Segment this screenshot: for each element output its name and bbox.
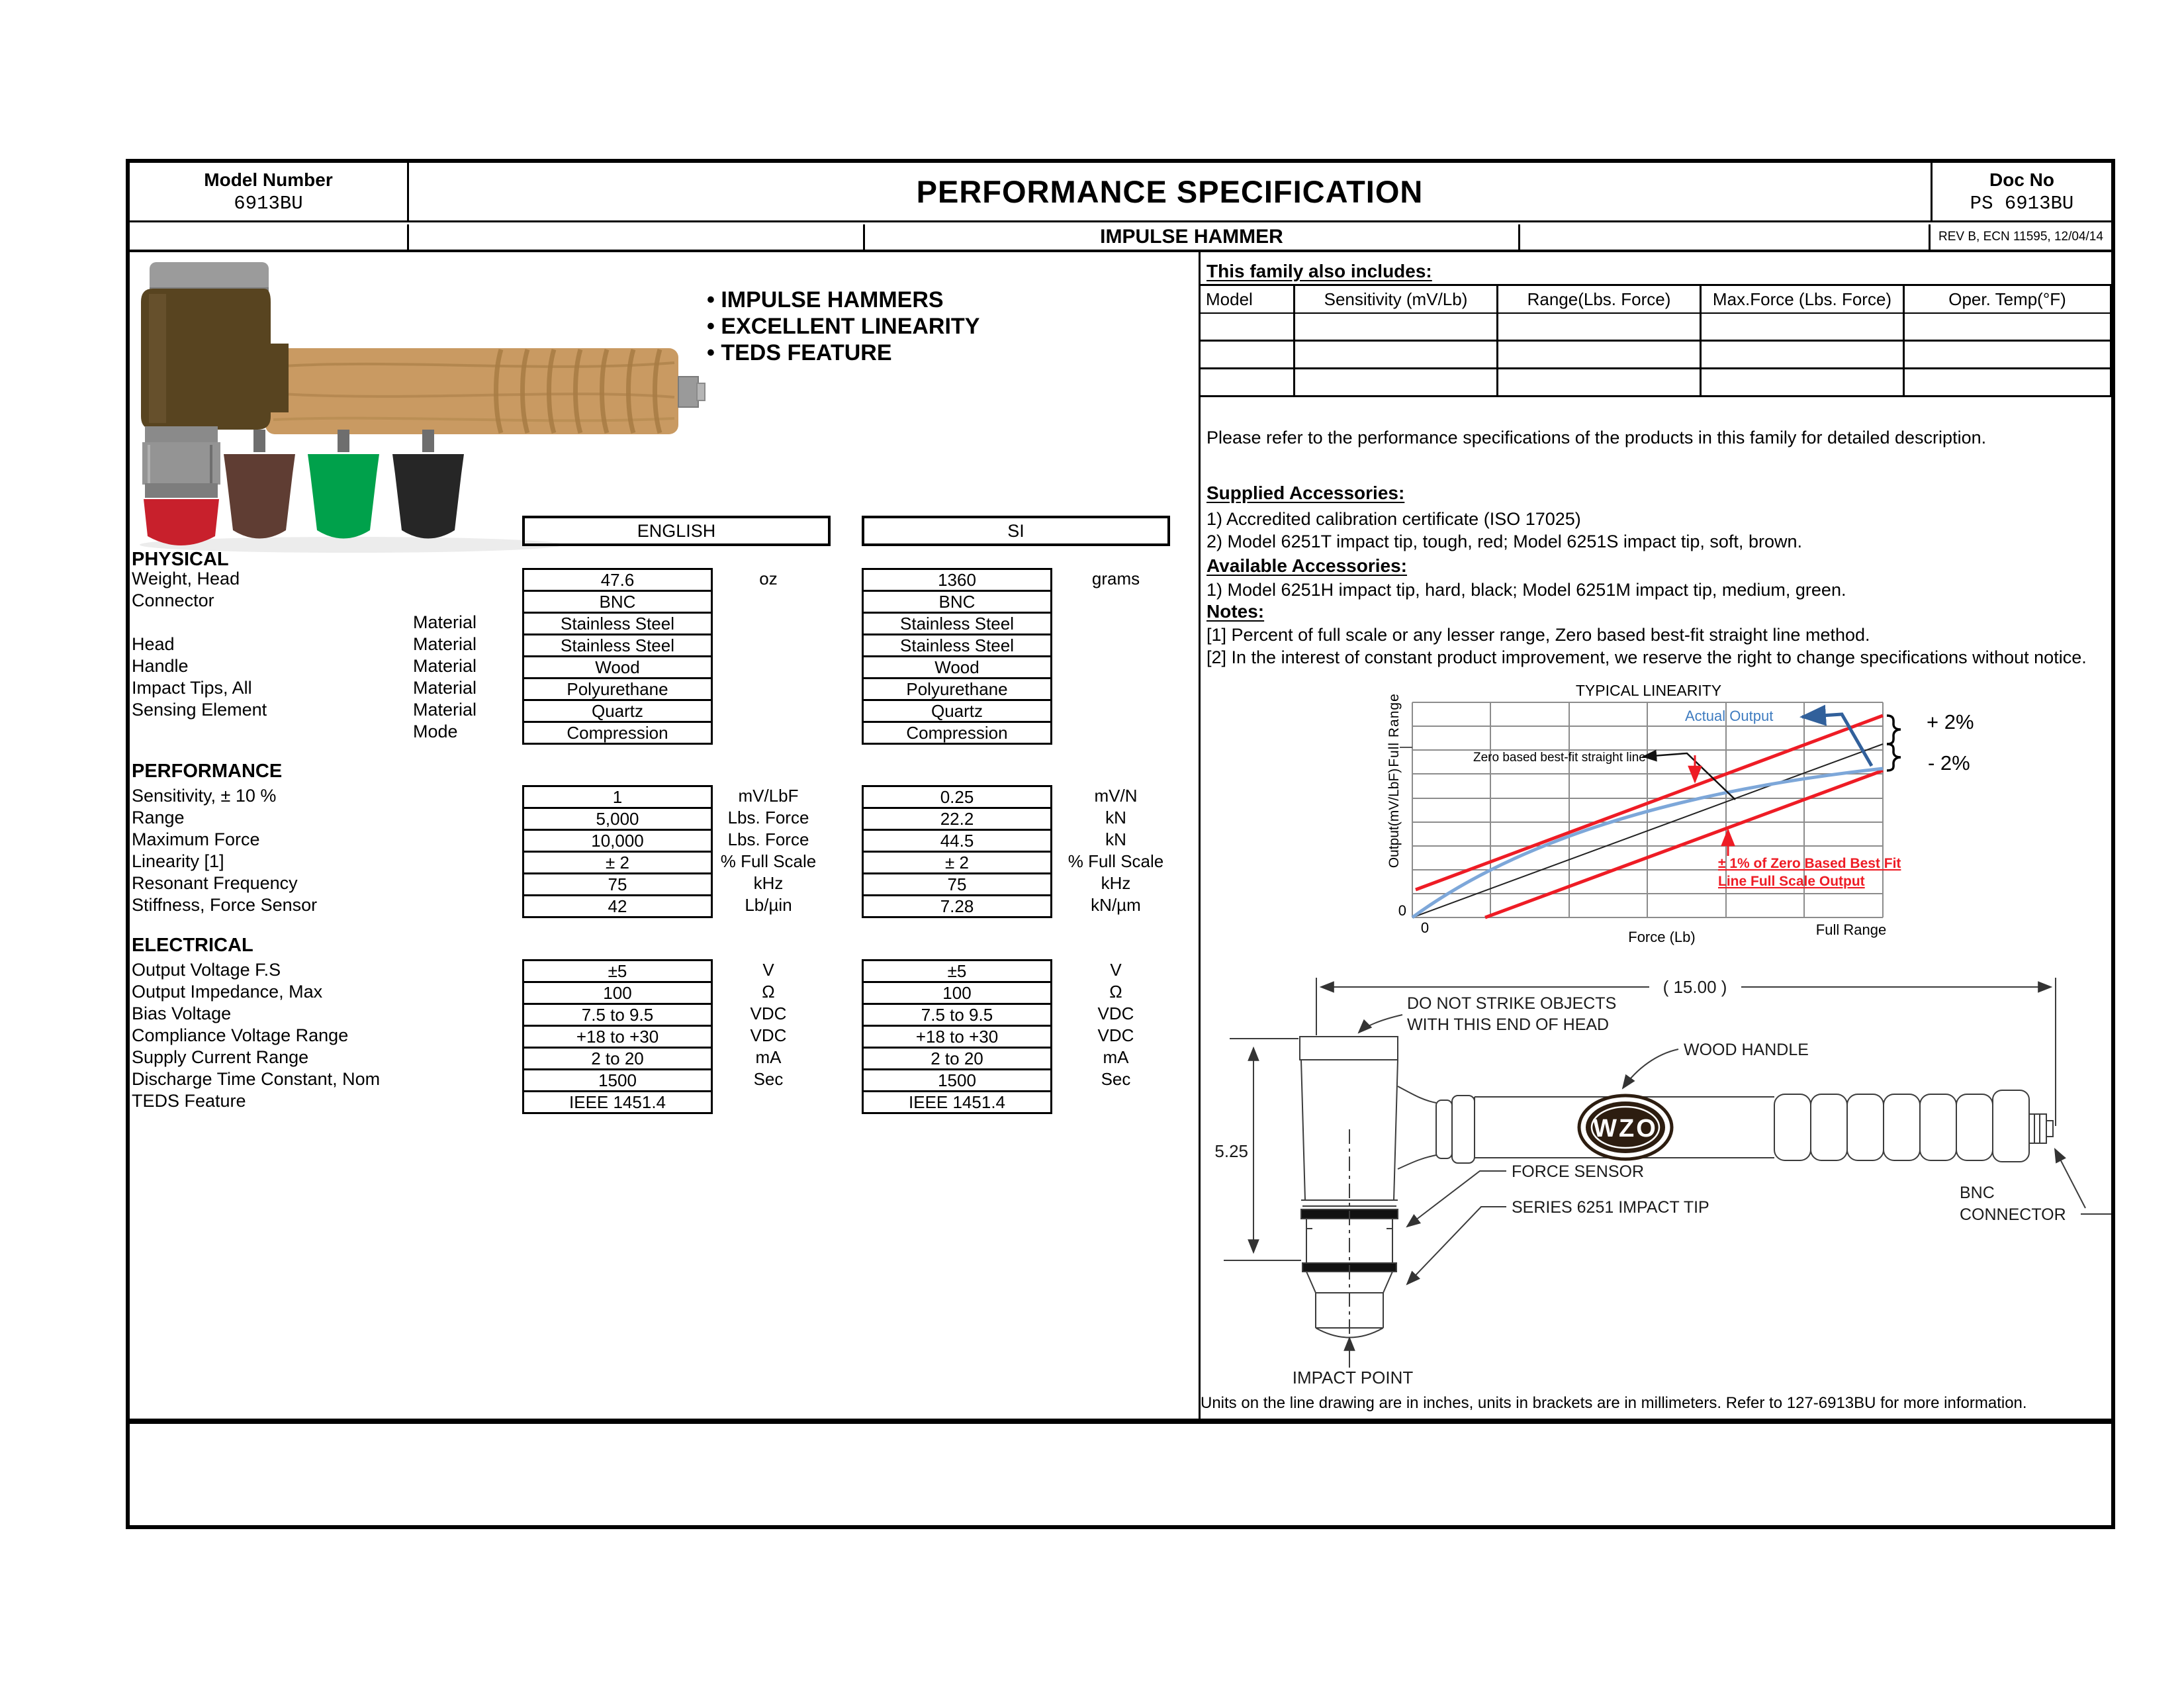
photo-tip-red [144,499,219,545]
spec-value-english: 2 to 20 [522,1047,713,1070]
spec-unit-english: Sec [753,1069,784,1089]
spec-row-label: Supply Current Range [132,1047,309,1067]
spec-unit-english: mV/LbF [738,786,799,806]
spec-sheet [126,159,2115,1529]
spec-row-label: Sensitivity, ± 10 % [132,786,277,806]
linearity-chart [1384,682,1993,951]
spec-value-si: Stainless Steel [862,612,1052,635]
photo-tip-brown [224,454,295,539]
x-full-range-label: Full Range [1815,921,1887,938]
family-heading: This family also includes: [1206,261,1432,281]
spec-row-label: Output Impedance, Max [132,982,323,1002]
warning-label-line2: WITH THIS END OF HEAD [1407,1015,1610,1034]
spec-value-english: IEEE 1451.4 [522,1090,713,1114]
spec-unit-english: V [762,960,774,980]
spec-value-si: 7.5 to 9.5 [862,1003,1052,1027]
electrical-row [130,981,1195,1003]
bnc-label-line2: CONNECTOR [1960,1205,2066,1224]
spec-unit-english: Lbs. Force [727,808,809,827]
spec-unit-english: Lb/µin [745,895,792,915]
spec-row-label: TEDS Feature [132,1091,246,1111]
spec-row-label: Bias Voltage [132,1004,232,1023]
family-empty-cell [1905,369,2110,395]
spec-unit-english: Ω [762,982,775,1002]
electrical-row [130,1047,1195,1068]
electrical-row [130,959,1195,981]
header-row-1 [130,163,2111,222]
spec-unit-english: Lbs. Force [727,829,809,849]
family-column-header: Max.Force (Lbs. Force) [1702,286,1903,312]
spec-value-english: 5,000 [522,807,713,831]
spec-unit-english: mA [755,1047,782,1067]
header-empty-cell [409,224,865,250]
performance-row [130,872,1195,894]
notes-heading: Notes: [1206,601,1265,622]
spec-value-si: BNC [862,590,1052,614]
spec-unit-si: kHz [1101,873,1131,893]
spec-value-english: ± 2 [522,851,713,874]
page-title: PERFORMANCE SPECIFICATION [916,174,1424,209]
electrical-row [130,1025,1195,1047]
spec-value-english: Wood [522,655,713,679]
spec-value-english: ±5 [522,959,713,983]
supplied-accessory-item: 1) Accredited calibration certificate (ISO 17025) [1206,509,1581,529]
feature-bullet: • EXCELLENT LINEARITY [707,314,979,340]
notes-list [1206,624,2087,669]
spec-value-si: Wood [862,655,1052,679]
force-sensor-label: FORCE SENSOR [1512,1162,1645,1181]
spec-value-si: Polyurethane [862,677,1052,701]
model-number-cell [130,163,409,220]
spec-value-si: 44.5 [862,829,1052,853]
spec-unit-english: VDC [750,1025,787,1045]
wzo-logo-text: WZO [1593,1115,1658,1143]
spec-row-sublabel: Material [413,700,477,720]
spec-value-english: +18 to +30 [522,1025,713,1049]
minus-two-percent-label: - 2% [1928,751,1970,774]
doc-no-value: PS 6913BU [1970,192,2074,214]
family-empty-cell [1498,342,1700,367]
height-dimension: 5.25 [1214,1141,1248,1161]
spec-value-english: 42 [522,894,713,918]
family-empty-cell [1295,369,1496,395]
electrical-row [130,1090,1195,1112]
spec-unit-english: oz [759,569,778,588]
y-axis-top-label: Full Range [1387,693,1402,767]
spec-value-si: ± 2 [862,851,1052,874]
impact-tip-label: SERIES 6251 IMPACT TIP [1512,1198,1709,1217]
spec-value-english: Compression [522,721,713,745]
spec-value-si: ±5 [862,959,1052,983]
family-empty-cell [1201,369,1293,395]
family-empty-cell [1295,342,1496,367]
physical-row [130,721,1195,743]
spec-row-label: Resonant Frequency [132,873,298,893]
family-empty-cell [1498,314,1700,340]
spec-row-label: Maximum Force [132,829,260,849]
line-drawing [1202,967,2115,1422]
spec-row-sublabel: Material [413,634,477,654]
supplied-accessory-item: 2) Model 6251T impact tip, tough, red; Model 6251S impact tip, soft, brown. [1206,532,1802,551]
spec-unit-si: mA [1103,1047,1129,1067]
physical-row [130,612,1195,633]
spec-value-english: 47.6 [522,568,713,592]
physical-row [130,568,1195,590]
spec-row-label: Impact Tips, All [132,678,252,698]
physical-row [130,633,1195,655]
spec-unit-si: kN [1105,808,1126,827]
feature-bullet: • TEDS FEATURE [707,340,892,366]
best-fit-label: Zero based best-fit straight line [1473,751,1646,765]
spec-row-sublabel: Material [413,678,477,698]
spec-value-si: Quartz [862,699,1052,723]
spec-value-si: +18 to +30 [862,1025,1052,1049]
family-empty-cell [1201,342,1293,367]
spec-row-label: Weight, Head [132,569,240,588]
product-photo [133,256,715,557]
column-divider [1199,252,1201,1421]
spec-value-si: 1360 [862,568,1052,592]
bnc-label-line1: BNC [1960,1184,1995,1202]
spec-row-label: Handle [132,656,189,676]
x-axis-label: Force (Lb) [1628,929,1696,945]
spec-unit-si: Ω [1109,982,1122,1002]
family-empty-cell [1702,369,1903,395]
family-empty-cell [1702,314,1903,340]
spec-row-label: Discharge Time Constant, Nom [132,1069,381,1089]
y-axis-label: Output(mV/LbF) [1387,768,1402,868]
family-column-header: Range(Lbs. Force) [1498,286,1700,312]
photo-ferrule [145,426,218,442]
spec-value-english: Stainless Steel [522,612,713,635]
spec-value-si: 100 [862,981,1052,1005]
performance-row [130,894,1195,916]
spec-unit-english: kHz [753,873,784,893]
spec-value-english: BNC [522,590,713,614]
header-empty-cell [130,224,409,250]
available-accessory-item: 1) Model 6251H impact tip, hard, black; Model 6251M impact tip, medium, green. [1206,580,1846,600]
performance-heading: PERFORMANCE [132,761,283,782]
spec-value-si: 22.2 [862,807,1052,831]
spec-row-label: Connector [132,590,214,610]
spec-value-si: 7.28 [862,894,1052,918]
spec-value-english: Polyurethane [522,677,713,701]
spec-unit-si: kN/µm [1091,895,1141,915]
family-note: Please refer to the performance specifications of the products in this family for detailed description. [1206,428,1987,447]
spec-row-label: Sensing Element [132,700,267,720]
spec-unit-si: Sec [1101,1069,1131,1089]
spec-value-si: 75 [862,872,1052,896]
spec-value-si: Compression [862,721,1052,745]
spec-value-si: IEEE 1451.4 [862,1090,1052,1114]
physical-row [130,677,1195,699]
doc-no-label: Doc No [1989,169,2054,190]
model-number-label: Model Number [204,169,333,190]
family-column-header: Model [1201,286,1293,312]
family-table [1199,284,2112,397]
electrical-row [130,1003,1195,1025]
spec-row-sublabel: Mode [413,722,458,741]
spec-value-english: 7.5 to 9.5 [522,1003,713,1027]
spec-unit-si: mV/N [1094,786,1138,806]
spec-unit-si: VDC [1097,1025,1134,1045]
spec-unit-si: kN [1105,829,1126,849]
model-number-value: 6913BU [234,192,303,214]
wzo-logo [1579,1096,1672,1159]
physical-row [130,699,1195,721]
title-cell [409,163,1931,220]
spec-unit-si: VDC [1097,1004,1134,1023]
family-empty-cell [1905,314,2110,340]
si-column-header: SI [862,516,1170,546]
note-item: [2] In the interest of constant product improvement, we reserve the right to change specifications without notice. [1206,647,2087,667]
spec-unit-english: VDC [750,1004,787,1023]
y-zero-label: 0 [1398,902,1406,919]
spec-value-si: 2 to 20 [862,1047,1052,1070]
available-accessories-heading: Available Accessories: [1206,555,1407,576]
wood-handle-label: WOOD HANDLE [1684,1041,1809,1059]
impact-point-label: IMPACT POINT [1292,1368,1414,1387]
family-empty-cell [1702,342,1903,367]
spec-value-english: 100 [522,981,713,1005]
spec-row-label: Head [132,634,175,654]
spec-row-label: Compliance Voltage Range [132,1025,349,1045]
handle-stud [678,377,698,407]
family-column-header: Sensitivity (mV/Lb) [1295,286,1496,312]
actual-output-label: Actual Output [1685,708,1774,724]
warning-label-line1: DO NOT STRIKE OBJECTS [1407,994,1617,1013]
physical-heading: PHYSICAL [132,549,229,570]
feature-bullet: • IMPULSE HAMMERS [707,287,944,313]
performance-row [130,807,1195,829]
spec-row-label: Range [132,808,185,827]
header-row-2 [130,224,2111,252]
spec-unit-si: V [1110,960,1122,980]
supplied-accessories-heading: Supplied Accessories: [1206,483,1405,503]
spec-row-sublabel: Material [413,656,477,676]
spec-value-si: 1500 [862,1068,1052,1092]
photo-tip-black [392,454,464,539]
family-empty-cell [1201,314,1293,340]
spec-value-english: Stainless Steel [522,633,713,657]
spec-row-label: Output Voltage F.S [132,960,281,980]
family-empty-cell [1905,342,2110,367]
spec-value-english: 10,000 [522,829,713,853]
supplied-accessories-list [1206,508,1802,553]
performance-row [130,851,1195,872]
percent-braces [1887,716,1901,771]
performance-row [130,829,1195,851]
family-column-header: Oper. Temp(°F) [1905,286,2110,312]
spec-row-label: Linearity [1] [132,851,224,871]
plus-two-percent-label: + 2% [1927,710,1974,733]
family-empty-cell [1498,369,1700,395]
spec-value-si: 0.25 [862,785,1052,809]
spec-value-english: 1 [522,785,713,809]
length-dimension: ( 15.00 ) [1662,977,1727,997]
performance-row [130,785,1195,807]
photo-spare-tips [224,430,464,539]
english-column-header: ENGLISH [522,516,831,546]
revision-text: REV B, ECN 11595, 12/04/14 [1938,230,2103,244]
spec-unit-si: % Full Scale [1068,851,1164,871]
product-type: IMPULSE HAMMER [865,224,1520,250]
spec-value-english: 75 [522,872,713,896]
tolerance-label-1: ± 1% of Zero Based Best Fit [1718,856,1901,871]
family-empty-cell [1295,314,1496,340]
note-item: [1] Percent of full scale or any lesser range, Zero based best-fit straight line method. [1206,625,1870,645]
photo-tip-green [308,454,379,539]
spec-row-sublabel: Material [413,612,477,632]
spec-value-english: Quartz [522,699,713,723]
electrical-heading: ELECTRICAL [132,935,253,956]
physical-row [130,590,1195,612]
physical-row [130,655,1195,677]
chart-title: TYPICAL LINEARITY [1575,682,1722,699]
footer-note: Units on the line drawing are in inches, units in brackets are in millimeters. Refer to 127-6913BU for more information. [1201,1394,2027,1412]
spec-unit-si: grams [1091,569,1140,588]
doc-no-cell [1931,163,2111,220]
header-empty-cell [1520,224,1931,250]
electrical-row [130,1068,1195,1090]
tolerance-label-2: Line Full Scale Output [1718,874,1865,889]
spec-value-si: Stainless Steel [862,633,1052,657]
x-zero-label: 0 [1420,919,1430,936]
available-accessories-list [1206,579,1846,601]
spec-unit-english: % Full Scale [720,851,817,871]
spec-row-label: Stiffness, Force Sensor [132,895,318,915]
spec-value-english: 1500 [522,1068,713,1092]
